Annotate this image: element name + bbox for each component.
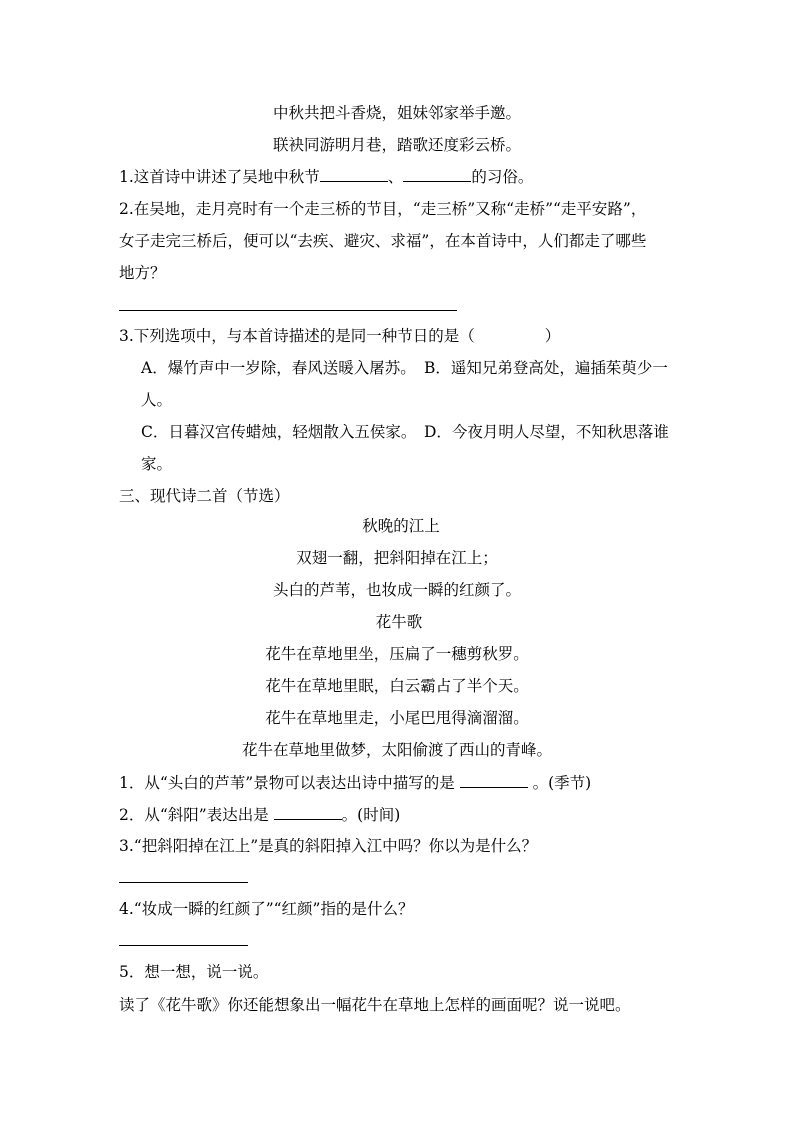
option-b: B．遥知兄弟登高处，遍插茱萸少一 xyxy=(424,359,668,377)
question-3: 3.“把斜阳掉在江上”是真的斜阳掉入江中吗？你以为是什么？ xyxy=(119,837,538,855)
question-text: 3.下列选项中，与本首诗描述的是同一种节日的是（ xyxy=(119,327,475,345)
question-2-line: 2.在吴地，走月亮时有一个走三桥的节目，“走三桥”又称“走桥”“走平安路”， xyxy=(119,200,647,218)
answer-blank[interactable] xyxy=(403,166,471,182)
option-d: D．今夜月明人尽望，不知秋思落谁 xyxy=(424,423,669,441)
answer-line[interactable] xyxy=(119,945,248,946)
answer-blank[interactable] xyxy=(460,772,528,788)
option-a: A．爆竹声中一岁除，春风送暖入屠苏。 xyxy=(141,359,416,377)
question-text: ） xyxy=(544,327,561,345)
section-heading: 三、现代诗二首（节选） xyxy=(119,487,290,505)
poem-line: 中秋共把斗香烧，姐妹邻家举手邀。 xyxy=(272,104,521,122)
poem-line: 花牛在草地里做梦，太阳偷渡了西山的青峰。 xyxy=(241,741,552,759)
poem-line: 花牛在草地里眠，白云霸占了半个天。 xyxy=(265,677,529,695)
separator: 、 xyxy=(387,168,404,186)
option-b-continued: 人。 xyxy=(141,391,173,409)
answer-blank[interactable] xyxy=(274,804,342,820)
answer-line[interactable] xyxy=(119,310,457,311)
poem-title: 秋晚的江上 xyxy=(362,517,440,535)
question-1 xyxy=(119,166,533,187)
question-5: 5．想一想，说一说。 xyxy=(119,963,269,981)
answer-blank[interactable] xyxy=(320,166,388,182)
poem-line: 花牛在草地里走，小尾巴甩得滴溜溜。 xyxy=(265,709,529,727)
question-text: 2．从“斜阳”表达出是 xyxy=(119,806,269,824)
question-text: 。(季节) xyxy=(532,774,592,792)
question-2 xyxy=(119,804,400,825)
poem-title: 花牛歌 xyxy=(375,613,423,631)
poem-line: 联袂同游明月巷，踏歌还度彩云桥。 xyxy=(272,136,521,154)
poem-line: 双翅一翻，把斜阳掉在江上； xyxy=(296,549,498,567)
question-3 xyxy=(119,326,560,346)
poem-line: 头白的芦苇，也妆成一瞬的红颜了。 xyxy=(272,581,521,599)
poem-line: 花牛在草地里坐，压扁了一穗剪秋罗。 xyxy=(265,645,529,663)
question-text: 的习俗。 xyxy=(471,168,534,186)
question-2-line: 女子走完三桥后，便可以“去疾、避灾、求福”，在本首诗中，人们都走了哪些 xyxy=(119,232,647,250)
option-c: C．日暮汉宫传蜡烛，轻烟散入五侯家。 xyxy=(141,423,417,441)
question-1 xyxy=(119,772,591,793)
question-text: 1．从“头白的芦苇”景物可以表达出诗中描写的是 xyxy=(119,774,455,792)
answer-line[interactable] xyxy=(119,882,248,883)
question-5-text: 读了《花牛歌》你还能想象出一幅花牛在草地上怎样的画面呢？说一说吧。 xyxy=(119,996,631,1014)
option-d-continued: 家。 xyxy=(141,455,173,473)
question-2-line: 地方？ xyxy=(119,264,166,282)
question-text: 1.这首诗中讲述了吴地中秋节 xyxy=(119,168,320,186)
question-text: 。(时间) xyxy=(341,806,401,824)
question-4: 4.“妆成一瞬的红颜了”“红颜”指的是什么？ xyxy=(119,900,414,918)
